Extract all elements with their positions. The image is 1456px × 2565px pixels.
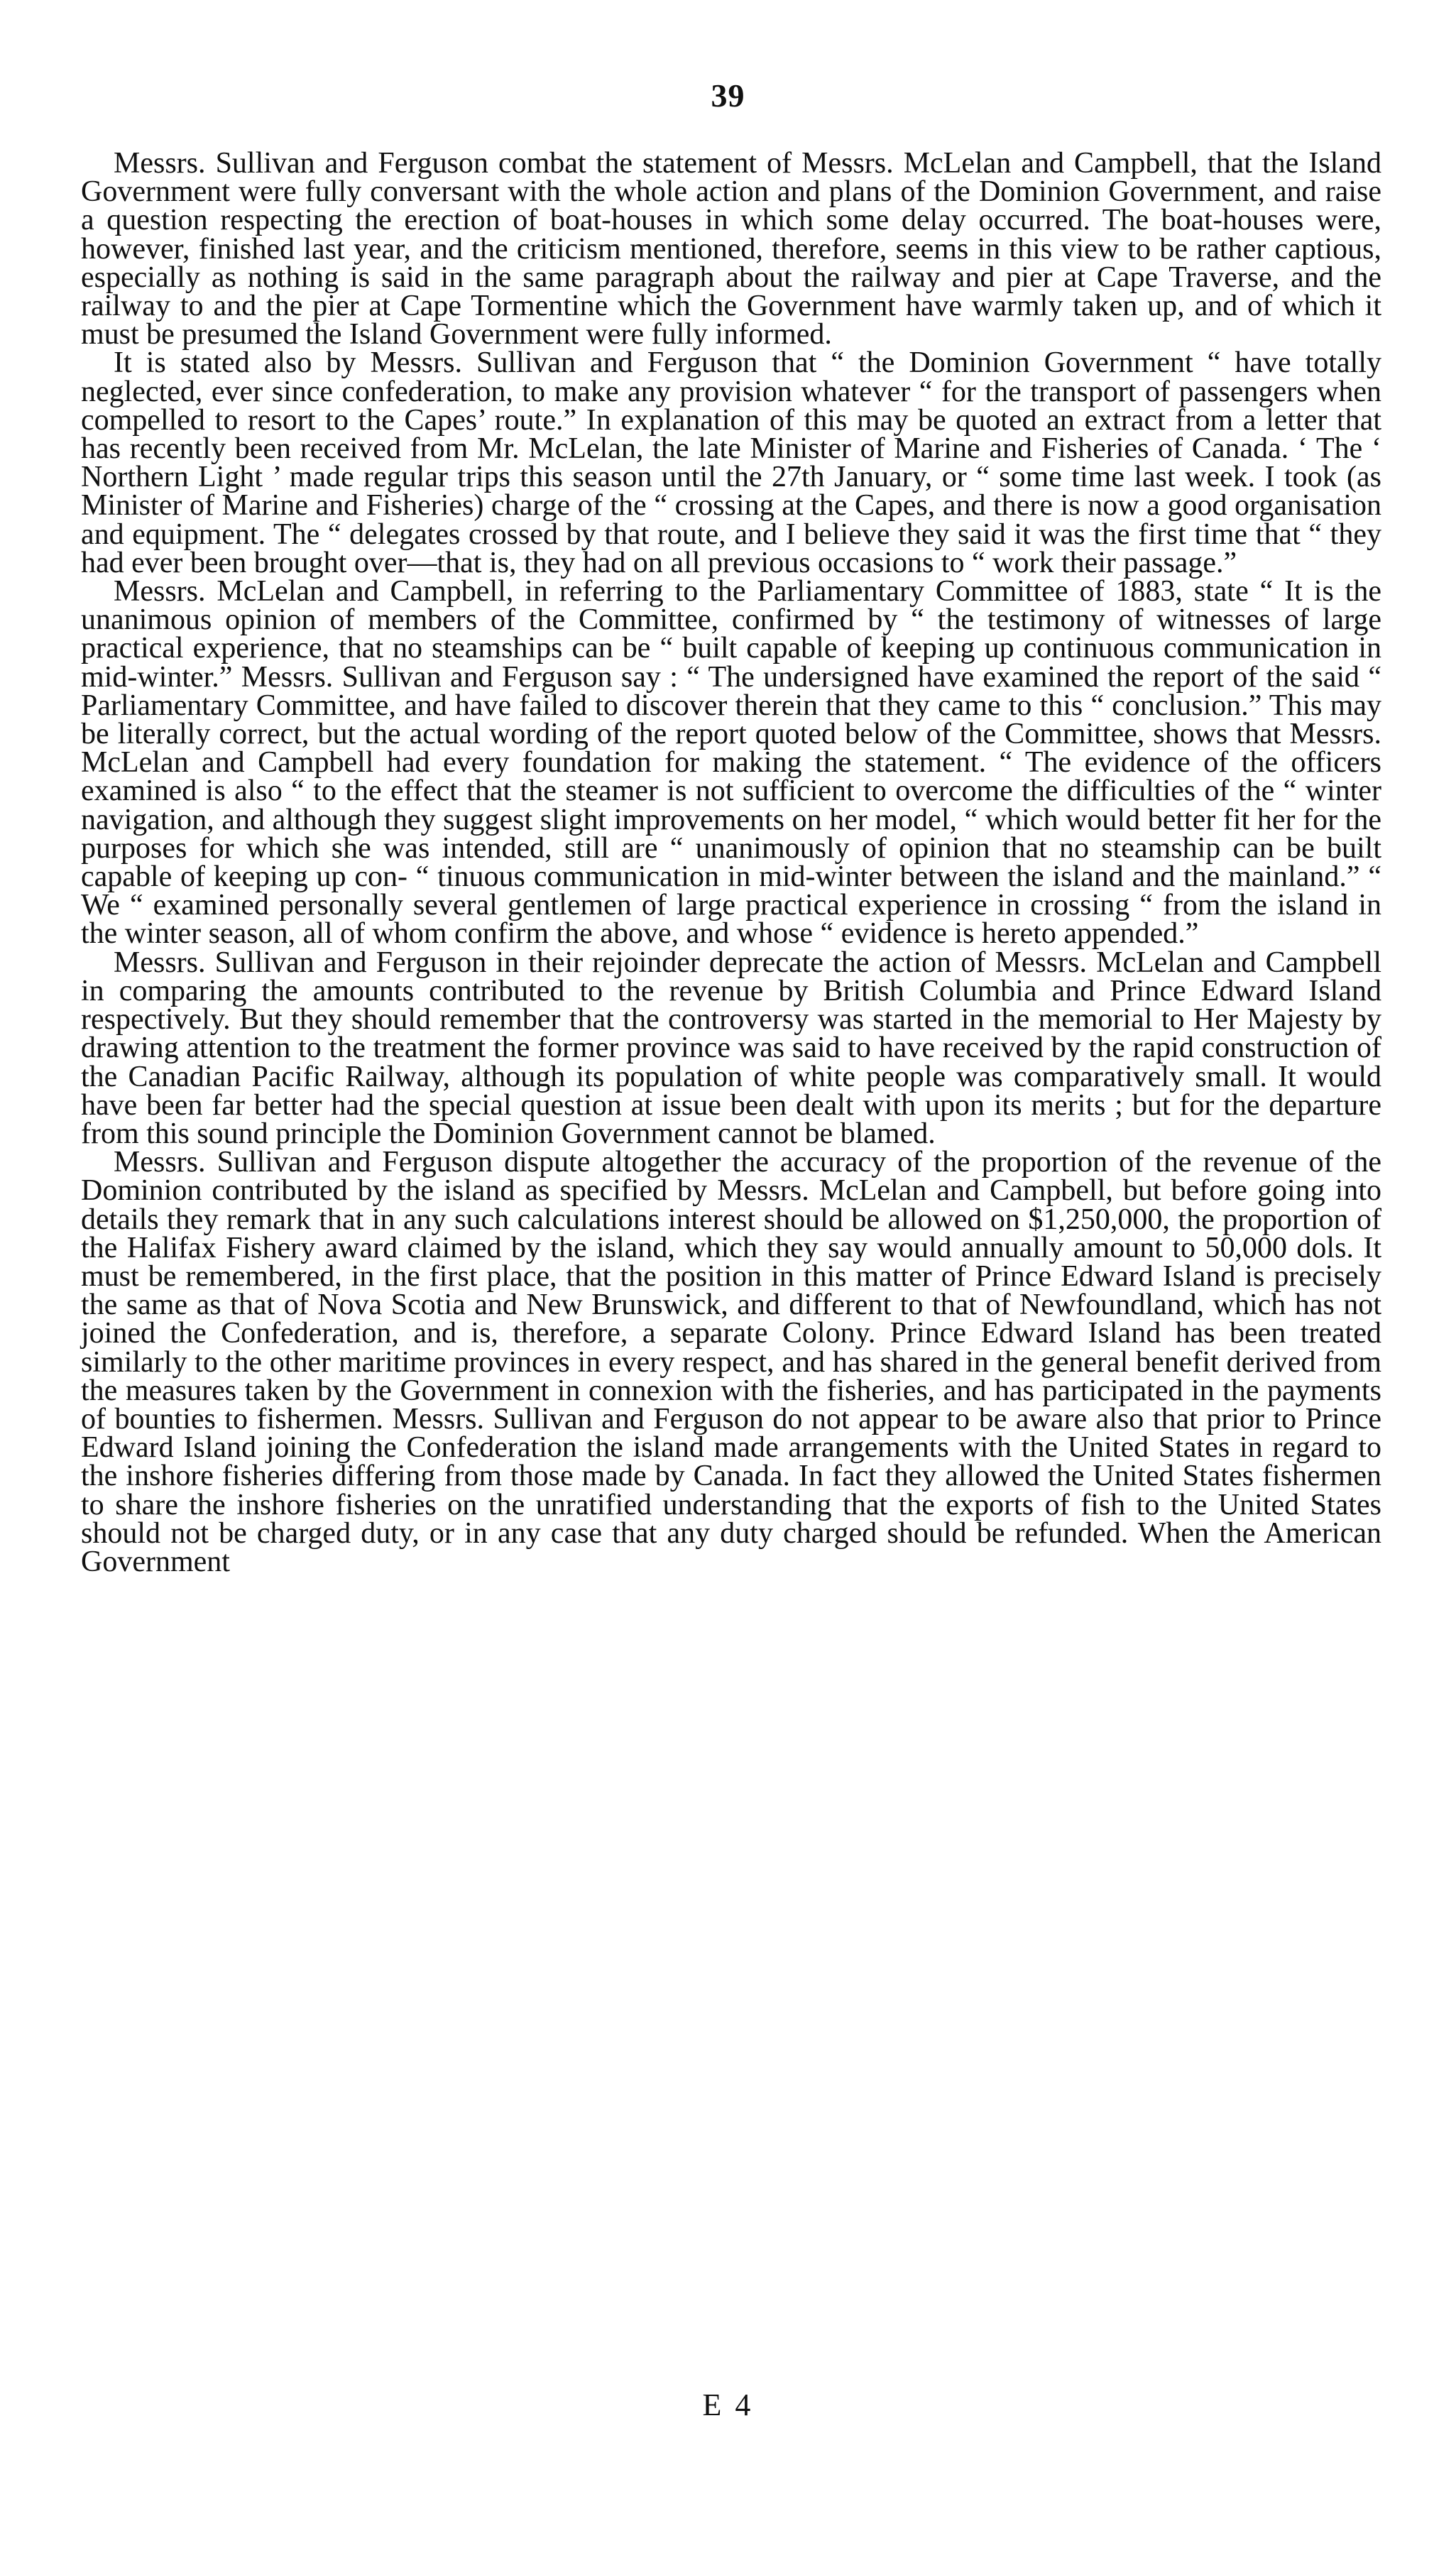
paragraph-boat-houses: Messrs. Sullivan and Ferguson combat the statement of Messrs. McLelan and Campbell, that the Island Government were fully conversant with the whole action and plans of the Dominion Government, and raise a question respecting the erection of boat-houses in which some delay occurred. The boat-houses were, however, finished last year, and the criticism mentioned, therefore, seems in this view to be rather captious, especially as nothing is said in the same paragraph about the railway and pier at Cape Traverse, and the railway to and the pier at Cape Tormentine which the Government have warmly taken up, and of which it must be presumed the Island Government were fully informed. — [81, 147, 1381, 351]
paragraph-fishery-award: Messrs. Sullivan and Ferguson dispute altogether the accuracy of the proportion of the revenue of the Dominion contributed by the island as specified by Messrs. McLelan and Campbell, but before going into details they remark that in any such calculations interest should be allowed on $1,250,000, the proportion of the Halifax Fishery award claimed by the island, which they say would annually amount to 50,000 dols. It must be remembered, in the first place, that the position in this matter of Prince Edward Island is precisely the same as that of Nova Scotia and New Brunswick, and different to that of Newfoundland, which has not joined the Confederation, and is, therefore, a separate Colony. Prince Edward Island has been treated similarly to the other maritime provinces in every respect, and has shared in the general benefit derived from the measures taken by the Government in connexion with the fisheries, and has participated in the payments of bounties to fishermen. Messrs. Sullivan and Ferguson do not appear to be aware also that prior to Prince Edward Island joining the Confederation the island made arrangements with the United States in regard to the inshore fisheries differing from those made by Canada. In fact they allowed the United States fishermen to share the inshore fisheries on the unratified understanding that the exports of fish to the United States should not be charged duty, or in any case that any duty charged should be refunded. When the American Government — [81, 1146, 1381, 1578]
paragraph-parliamentary-committee: Messrs. McLelan and Campbell, in referring to the Parliamentary Committee of 1883, state “ It is the unanimous opinion of members of the Committee, confirmed by “ the testimony of witnesses of large practical experience, that no steamships can be “ built capable of keeping up continuous communication in mid-winter.” Messrs. Sullivan and Ferguson say : “ The undersigned have examined the report of the said “ Parliamentary Committee, and have failed to discover therein that they came to this “ conclusion.” This may be literally correct, but the actual wording of the report quoted below of the Committee, shows that Messrs. McLelan and Campbell had every foundation for making the statement. “ The evidence of the officers examined is also “ to the effect that the steamer is not sufficient to overcome the difficulties of the “ winter navigation, and although they suggest slight improvements on her model, “ which would better fit her for the purposes for which she was intended, still are “ unanimously of opinion that no steamship can be built capable of keeping up con- “ tinuous communication in mid-winter between the island and the mainland.” “ We “ examined personally several gentlemen of large practical experience in crossing “ from the island in the winter season, all of whom confirm the above, and whose “ evidence is hereto appended.” — [81, 575, 1381, 951]
signature-mark: E 4 — [702, 2388, 754, 2422]
paragraph-revenue-comparison: Messrs. Sullivan and Ferguson in their rejoinder deprecate the action of Messrs. McLelan and Campbell in comparing the amounts contributed to the revenue by British Columbia and Prince Edward Island respectively. But they should remember that the controversy was started in the memorial to Her Majesty by drawing attention to the treatment the former province was said to have received by the rapid construction of the Canadian Pacific Railway, although its population of white people was comparatively small. It would have been far better had the special question at issue been dealt with upon its merits ; but for the departure from this sound principle the Dominion Government cannot be blamed. — [81, 946, 1381, 1150]
paragraph-passenger-transport: It is stated also by Messrs. Sullivan and Ferguson that “ the Dominion Government “ have totally neglected, ever since confederation, to make any provision whatever “ for the transport of passengers when compelled to resort to the Capes’ route.” In explanation of this may be quoted an extract from a letter that has recently been received from Mr. McLelan, the late Minister of Marine and Fisheries of Canada. ‘ The ‘ Northern Light ’ made regular trips this season until the 27th January, or “ some time last week. I took (as Minister of Marine and Fisheries) charge of the “ crossing at the Capes, and there is now a good organisation and equipment. The “ delegates crossed by that route, and I believe they said it was the first time that “ they had ever been brought over—that is, they had on all previous occasions to “ work their passage.” — [81, 346, 1381, 579]
body-text — [81, 149, 1381, 1576]
page-number: 39 — [711, 77, 745, 114]
